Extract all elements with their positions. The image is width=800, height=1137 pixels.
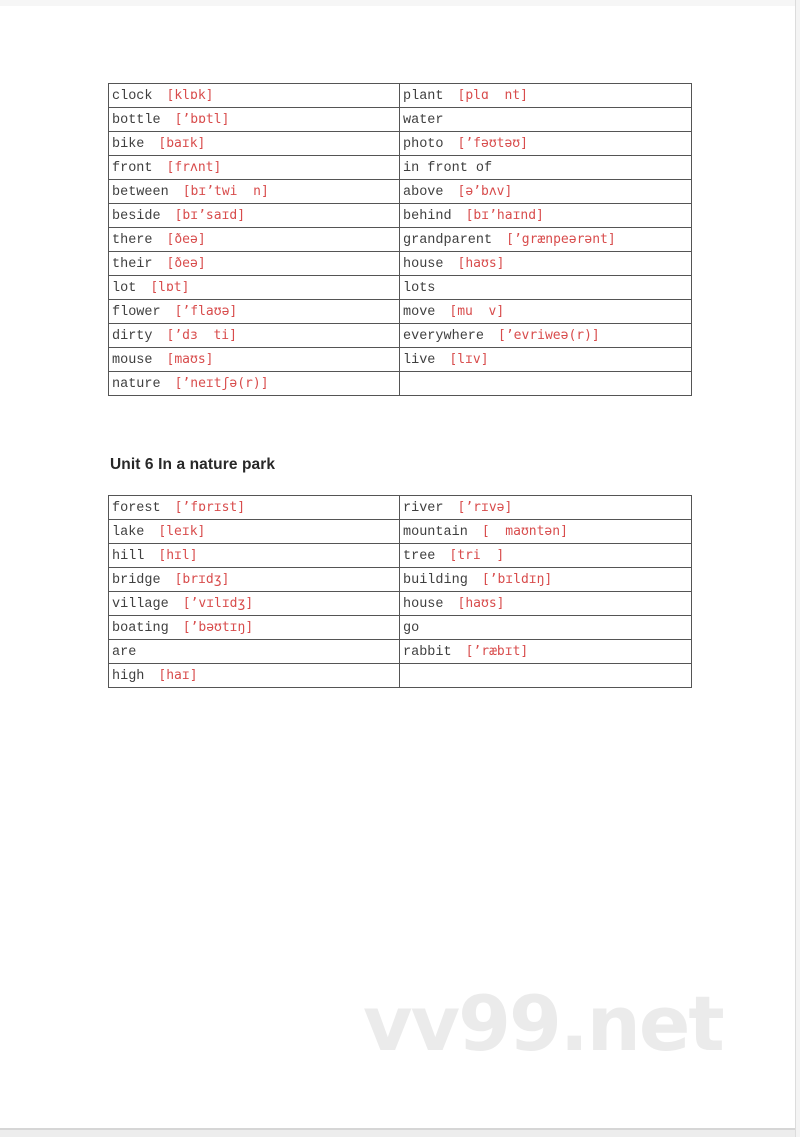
phonetic-text: [’flaʊə] xyxy=(174,303,238,319)
table-row xyxy=(109,520,692,544)
word-text: beside xyxy=(112,208,161,224)
vocab-cell xyxy=(109,204,400,228)
word-text: in front of xyxy=(403,160,493,176)
word-text: nature xyxy=(112,376,161,392)
table-row xyxy=(109,108,692,132)
viewer-right-edge xyxy=(795,0,800,1137)
word-text: tree xyxy=(403,548,436,564)
word-text: live xyxy=(403,352,436,368)
word-text: their xyxy=(112,256,153,272)
phonetic-text: [bɪ’saɪd] xyxy=(174,207,246,223)
vocab-cell xyxy=(400,520,692,544)
phonetic-text: [ maʊntən] xyxy=(481,523,568,539)
vocab-cell xyxy=(400,348,692,372)
word-text: are xyxy=(112,644,137,660)
vocab-cell xyxy=(109,300,400,324)
word-text: forest xyxy=(112,500,161,516)
table-row xyxy=(109,372,692,396)
vocab-cell xyxy=(109,592,400,616)
unit-heading: Unit 6 In a nature park xyxy=(110,456,276,473)
phonetic-text: [ə’bʌv] xyxy=(457,183,513,199)
word-text: above xyxy=(403,184,444,200)
phonetic-text: [’neɪtʃə(r)] xyxy=(174,375,269,391)
phonetic-text: [haʊs] xyxy=(457,255,505,271)
word-text: hill xyxy=(112,548,145,564)
word-text: dirty xyxy=(112,328,153,344)
vocab-cell xyxy=(400,276,692,300)
viewer-top-edge xyxy=(0,0,800,6)
vocab-cell xyxy=(109,108,400,132)
table-row xyxy=(109,324,692,348)
word-text: bottle xyxy=(112,112,161,128)
phonetic-text: [’ræbɪt] xyxy=(465,643,529,659)
phonetic-text: [tri ] xyxy=(449,547,505,563)
word-text: grandparent xyxy=(403,232,493,248)
word-text: bridge xyxy=(112,572,161,588)
phonetic-text: [’bəʊtɪŋ] xyxy=(182,619,254,635)
phonetic-text: [hɪl] xyxy=(158,547,198,563)
word-text: lot xyxy=(112,280,137,296)
table-row xyxy=(109,640,692,664)
vocab-table-unit6 xyxy=(108,495,692,688)
vocab-cell xyxy=(400,132,692,156)
word-text: there xyxy=(112,232,153,248)
phonetic-text: [lɒt] xyxy=(150,279,190,295)
vocab-cell xyxy=(400,252,692,276)
phonetic-text: [lɪv] xyxy=(449,351,489,367)
vocab-cell xyxy=(400,664,692,688)
word-text: building xyxy=(403,572,468,588)
phonetic-text: [’bɒtl] xyxy=(174,111,230,127)
vocab-cell xyxy=(109,132,400,156)
word-text: plant xyxy=(403,88,444,104)
vocab-cell xyxy=(109,252,400,276)
vocab-cell xyxy=(109,664,400,688)
word-text: house xyxy=(403,596,444,612)
word-text: boating xyxy=(112,620,169,636)
vocab-cell xyxy=(109,520,400,544)
vocab-cell xyxy=(400,592,692,616)
vocab-cell xyxy=(400,568,692,592)
phonetic-text: [’dɜ ti] xyxy=(166,327,237,343)
vocab-cell xyxy=(109,228,400,252)
phonetic-text: [klɒk] xyxy=(166,87,214,103)
table-row xyxy=(109,84,692,108)
phonetic-text: [’fɒrɪst] xyxy=(174,499,246,515)
word-text: house xyxy=(403,256,444,272)
table-row xyxy=(109,544,692,568)
vocab-cell xyxy=(400,84,692,108)
table-row xyxy=(109,228,692,252)
phonetic-text: [’fəʊtəʊ] xyxy=(457,135,528,151)
phonetic-text: [mu v] xyxy=(449,303,505,319)
word-text: lots xyxy=(403,280,436,296)
vocab-cell xyxy=(400,156,692,180)
word-text: clock xyxy=(112,88,153,104)
table-row xyxy=(109,568,692,592)
table-row xyxy=(109,616,692,640)
table-row xyxy=(109,276,692,300)
table-row xyxy=(109,132,692,156)
table-row xyxy=(109,496,692,520)
vocab-cell xyxy=(400,640,692,664)
vocab-cell xyxy=(400,372,692,396)
vocab-cell xyxy=(400,228,692,252)
phonetic-text: [bɪ’twi n] xyxy=(182,183,269,199)
vocab-cell xyxy=(400,108,692,132)
vocab-cell xyxy=(109,616,400,640)
word-text: bike xyxy=(112,136,145,152)
vocab-cell xyxy=(400,204,692,228)
phonetic-text: [’vɪlɪdʒ] xyxy=(182,595,254,611)
vocab-cell xyxy=(109,496,400,520)
vocab-cell xyxy=(400,300,692,324)
viewer-bottom-edge xyxy=(0,1128,800,1137)
vocab-cell xyxy=(400,180,692,204)
phonetic-text: [haɪ] xyxy=(158,667,198,683)
phonetic-text: [ðeə] xyxy=(166,231,206,247)
word-text: everywhere xyxy=(403,328,485,344)
word-text: river xyxy=(403,500,444,516)
vocab-cell xyxy=(109,156,400,180)
vocab-cell xyxy=(109,640,400,664)
phonetic-text: [ðeə] xyxy=(166,255,206,271)
vocab-cell xyxy=(109,372,400,396)
phonetic-text: [frʌnt] xyxy=(166,159,222,175)
word-text: photo xyxy=(403,136,444,152)
vocab-cell xyxy=(109,276,400,300)
word-text: go xyxy=(403,620,420,636)
vocab-table-unit5 xyxy=(108,83,692,396)
phonetic-text: [’rɪvə] xyxy=(457,499,513,515)
table-row xyxy=(109,252,692,276)
vocab-cell xyxy=(109,84,400,108)
vocab-cell xyxy=(109,568,400,592)
vocab-cell xyxy=(109,348,400,372)
vocab-cell xyxy=(400,544,692,568)
phonetic-text: [brɪdʒ] xyxy=(174,571,230,587)
word-text: behind xyxy=(403,208,452,224)
word-text: water xyxy=(403,112,444,128)
word-text: village xyxy=(112,596,169,612)
table-row xyxy=(109,180,692,204)
table-row xyxy=(109,664,692,688)
word-text: flower xyxy=(112,304,161,320)
vocab-cell xyxy=(400,496,692,520)
word-text: high xyxy=(112,668,145,684)
table-row xyxy=(109,348,692,372)
phonetic-text: [bɪ’haɪnd] xyxy=(465,207,544,223)
phonetic-text: [baɪk] xyxy=(158,135,206,151)
table-row xyxy=(109,156,692,180)
phonetic-text: [’bɪldɪŋ] xyxy=(481,571,553,587)
word-text: front xyxy=(112,160,153,176)
watermark-text: vv99.net xyxy=(363,979,723,1068)
phonetic-text: [’evriweə(r)] xyxy=(498,327,600,343)
phonetic-text: [plɑ nt] xyxy=(457,87,528,103)
word-text: lake xyxy=(112,524,145,540)
phonetic-text: [haʊs] xyxy=(457,595,505,611)
phonetic-text: [maʊs] xyxy=(166,351,214,367)
table-row xyxy=(109,592,692,616)
word-text: mountain xyxy=(403,524,468,540)
word-text: between xyxy=(112,184,169,200)
vocab-cell xyxy=(109,180,400,204)
vocab-cell xyxy=(109,544,400,568)
phonetic-text: [leɪk] xyxy=(158,523,206,539)
vocab-cell xyxy=(400,324,692,348)
table-row xyxy=(109,204,692,228)
vocab-cell xyxy=(109,324,400,348)
word-text: mouse xyxy=(112,352,153,368)
word-text: move xyxy=(403,304,436,320)
table-row xyxy=(109,300,692,324)
word-text: rabbit xyxy=(403,644,452,660)
phonetic-text: [’grænpeərənt] xyxy=(506,231,616,247)
vocab-cell xyxy=(400,616,692,640)
